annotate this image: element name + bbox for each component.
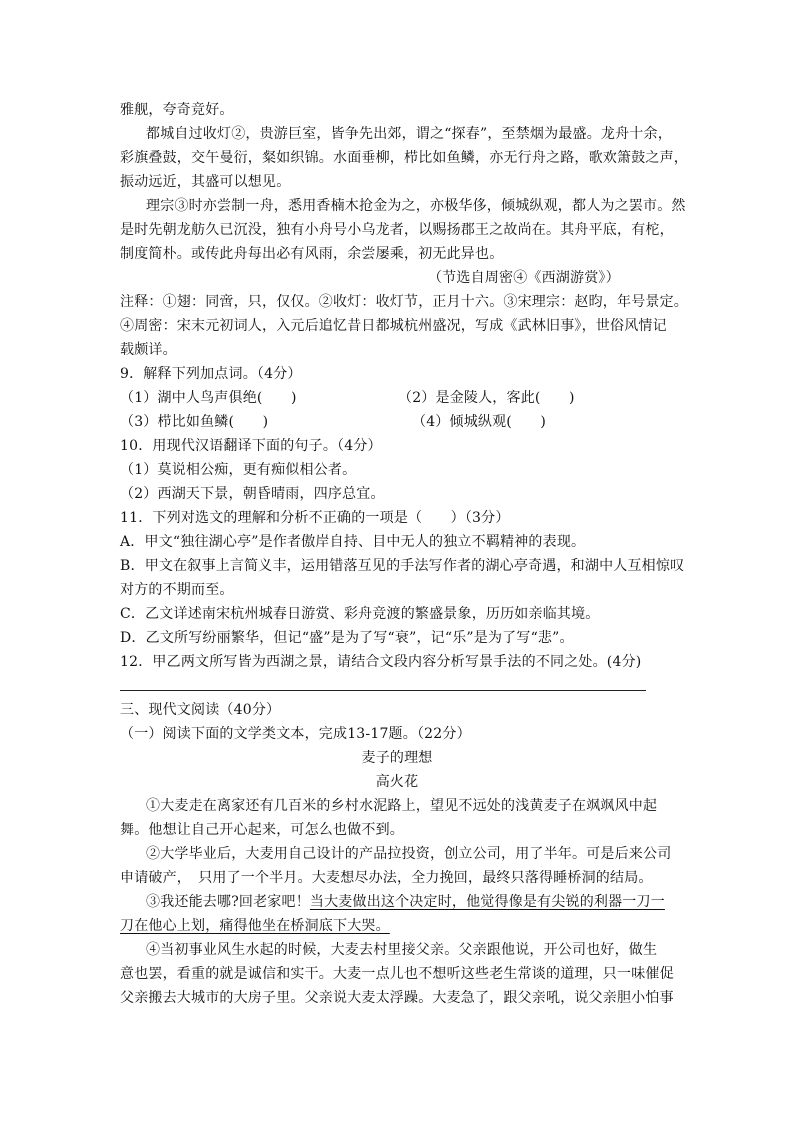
- story-paragraph-line: 申请破产， 只用了一个半月。大麦想尽办法，全力挽回，最终只落得睡桥洞的结局。: [120, 870, 653, 886]
- story-title: 麦子的理想: [361, 750, 433, 766]
- question-10-item: （2）西湖天下景，朝昏晴雨，四序总宜。: [120, 486, 385, 502]
- story-paragraph-line: ④当初事业风生水起的时候，大麦去村里接父亲。父亲跟他说，开公司也好，做生: [146, 942, 658, 958]
- question-10-item: （1）莫说相公痴，更有痴似相公者。: [120, 462, 357, 478]
- question-9-title: 9．解释下列加点词。（4分）: [120, 366, 302, 382]
- story-paragraph-line: [146, 890, 665, 914]
- underlined-sentence: 刀在他心上划，痛得他坐在桥洞底下大哭。: [120, 918, 390, 934]
- passage-line: 是时先朝龙舫久已沉没，独有小舟号小乌龙者，以赐扬郡王之故尚在。其舟平底，有柁，: [120, 222, 674, 238]
- section-heading: 三、现代文阅读（40分）: [120, 702, 281, 718]
- question-11-option-b: B．甲文在叙事上言简义丰，运用错落互见的手法写作者的湖心亭奇遇，和湖中人互相惊叹: [120, 558, 685, 574]
- underlined-sentence: 当大麦做出这个决定时，他觉得像是有尖锐的利器一刀一: [309, 894, 665, 910]
- question-9-item: （3）栉比如鱼鳞( ): [120, 414, 269, 430]
- note-line: 载颇详。: [120, 342, 177, 358]
- question-11-option-c: C．乙文详述南宋杭州城春日游赏、彩舟竞渡的繁盛景象，历历如亲临其境。: [120, 606, 600, 622]
- passage-line: 雅舰，夸奇竞好。: [120, 102, 234, 118]
- story-paragraph-line: 舞。他想让自己开心起来，可怎么也做不到。: [120, 822, 404, 838]
- question-11-option-a: A．甲文“独往湖心亭”是作者傲岸自持、目中无人的独立不羁精神的表现。: [120, 534, 586, 550]
- passage-line: 彩旗叠鼓，交午曼衍，粲如织锦。水面垂柳，栉比如鱼鳞，亦无行舟之路，歌欢箫鼓之声，: [120, 150, 688, 166]
- question-11-title: 11．下列对选文的理解和分析不正确的一项是（ ）（3分）: [120, 510, 510, 526]
- passage-line: 制度简朴。或传此舟每出必有风雨，余尝屡乘，初无此异也。: [120, 246, 504, 262]
- question-11-option-d: D．乙文所写纷丽繁华，但记“盛”是为了写“衰”，记“乐”是为了写“悲”。: [120, 630, 574, 646]
- section-subheading: （一）阅读下面的文学类文本，完成13-17题。（22分）: [120, 726, 471, 742]
- story-paragraph-line: ①大麦走在离家还有几百米的乡村水泥路上，望见不远处的浅黄麦子在飒飒风中起: [146, 798, 658, 814]
- passage-line: 理宗③时亦尝制一舟，悉用香楠木抢金为之，亦极华侈，倾城纵观，都人为之罢市。然: [146, 198, 686, 214]
- passage-source: （节选自周密④《西湖游赏》）: [428, 270, 620, 286]
- story-author: 高火花: [375, 774, 419, 790]
- story-text: ③我还能去哪?回老家吧！: [146, 894, 310, 910]
- note-line: ④周密：宋末元初词人，入元后追忆昔日都城杭州盛况，写成《武林旧事》，世俗风情记: [120, 318, 667, 334]
- question-9-item: （1）湖中人鸟声俱绝( ): [120, 390, 297, 406]
- question-10-title: 10．用现代汉语翻译下面的句子。（4分）: [120, 438, 382, 454]
- story-paragraph-line: 意也罢，看重的就是诚信和实干。大麦一点儿也不想听这些老生常谈的道理，只一味催促: [120, 966, 674, 982]
- note-line: 注释：①翅：同啻，只，仅仅。②收灯：收灯节，正月十六。③宋理宗：赵昀，年号景定。: [120, 294, 688, 310]
- passage-line: 振动远近，其盛可以想见。: [120, 174, 291, 190]
- passage-line: 都城自过收灯②，贵游巨室，皆争先出郊，谓之“探春”，至禁烟为最盛。龙舟十余，: [146, 126, 672, 142]
- question-12-title: 12．甲乙两文所写皆为西湖之景，请结合文段内容分析写景手法的不同之处。(4分): [120, 654, 642, 670]
- question-9-item: （2）是金陵人，客此( ): [398, 390, 575, 406]
- story-paragraph-line: [120, 914, 390, 938]
- answer-line: [120, 690, 646, 691]
- question-9-item: （4）倾城纵观( ): [412, 414, 547, 430]
- question-11-option-b-cont: 对方的不期而至。: [120, 582, 234, 598]
- story-paragraph-line: ②大学毕业后，大麦用自己设计的产品拉投资，创立公司，用了半年。可是后来公司: [146, 846, 672, 862]
- story-paragraph-line: 父亲搬去大城市的大房子里。父亲说大麦太浮躁。大麦急了，跟父亲吼，说父亲胆小怕事: [120, 990, 674, 1006]
